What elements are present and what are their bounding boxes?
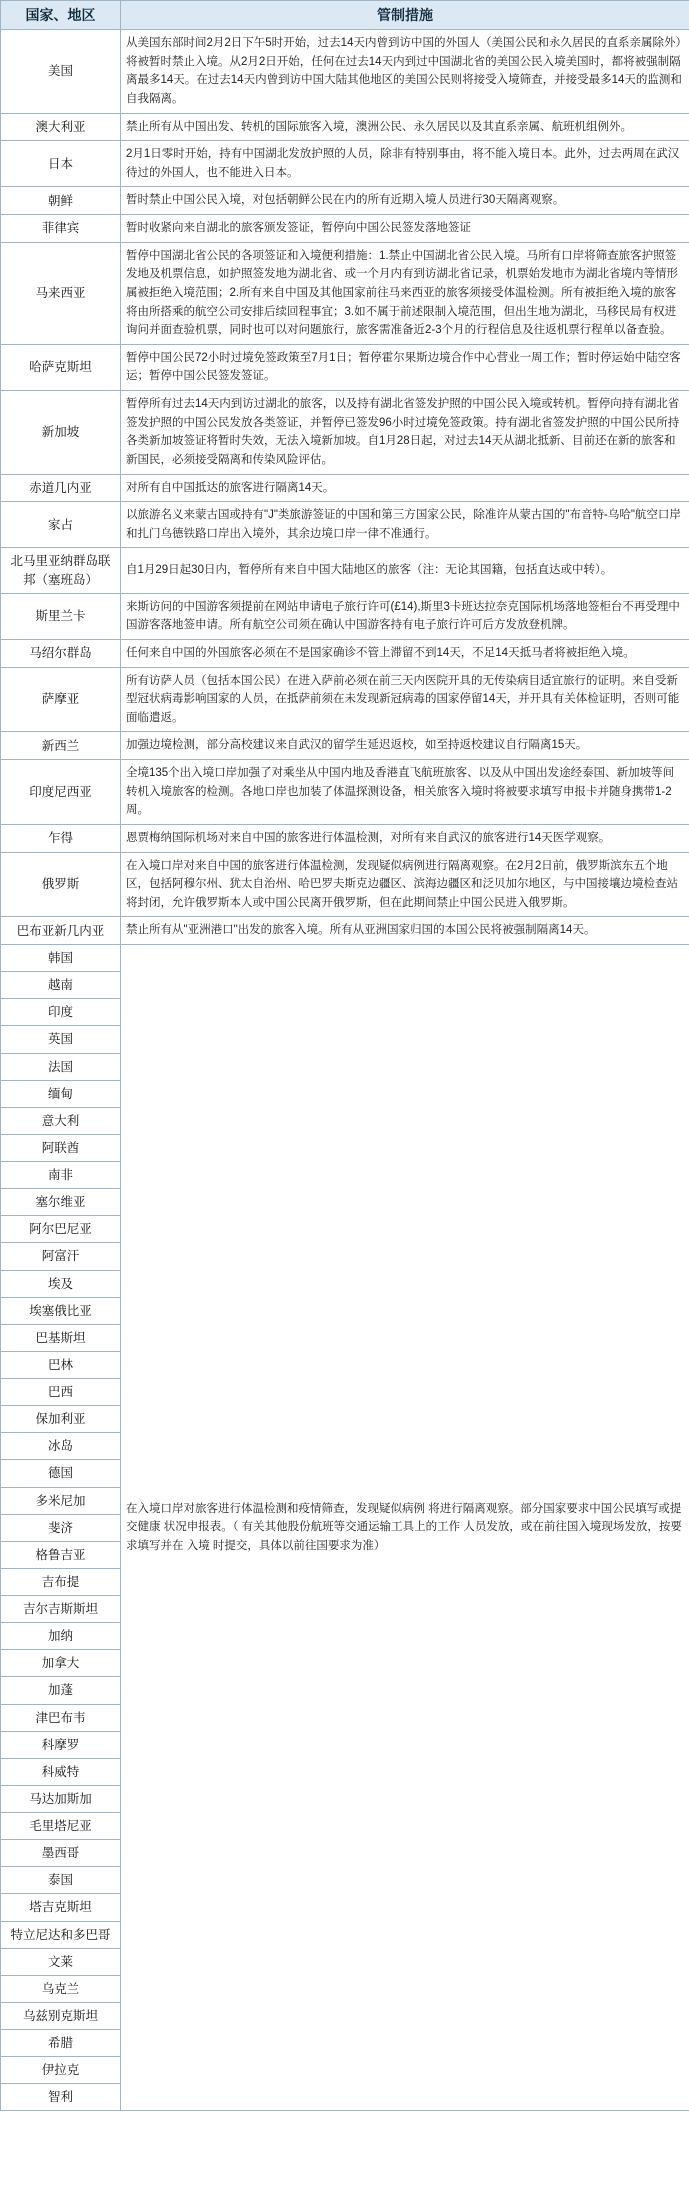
country-cell: 加蓬 (1, 1677, 121, 1704)
country-cell: 家占 (1, 502, 121, 548)
country-cell: 赤道几内亚 (1, 474, 121, 502)
country-cell: 新西兰 (1, 732, 121, 760)
country-cell: 日本 (1, 141, 121, 187)
table-row (1, 187, 689, 215)
country-cell: 保加利亚 (1, 1406, 121, 1433)
measure-cell: 以旅游名义来蒙古国或持有"J"类旅游签证的中国和第三方国家公民，除准许从蒙古国的"布音特-乌哈"航空口岸和扎门乌德铁路口岸出入境外，其余边境口岸一律不准通行。 (121, 502, 689, 548)
country-cell: 斐济 (1, 1514, 121, 1541)
measure-cell: 禁止所有从中国出发、转机的国际旅客入境，澳洲公民、永久居民以及其直系亲属、航班机组例外。 (121, 113, 689, 141)
measure-cell: 从美国东部时间2月2日下午5时开始，过去14天内曾到访中国的外国人（美国公民和永久居民的直系亲属除外）将被暂时禁止入境。从2月2日开始，任何在过去14天内到过中国湖北省的美国公民入境美国时，都将被强制隔离最多14天。在过去14天内曾到访中国大陆其他地区的美国公民则将接受入境筛查，并接受最多14天的监测和自我隔离。 (121, 30, 689, 114)
table-row (1, 824, 689, 852)
table-row (1, 215, 689, 243)
table-row (1, 242, 689, 344)
country-cell: 吉尔吉斯斯坦 (1, 1596, 121, 1623)
measure-cell: 恩贾梅纳国际机场对来自中国的旅客进行体温检测，对所有来自武汉的旅客进行14天医学观察。 (121, 824, 689, 852)
country-cell: 法国 (1, 1053, 121, 1080)
country-cell: 埃及 (1, 1270, 121, 1297)
country-cell: 美国 (1, 30, 121, 114)
country-cell: 阿富汗 (1, 1243, 121, 1270)
country-cell: 俄罗斯 (1, 852, 121, 917)
table-row (1, 391, 689, 475)
country-cell: 科摩罗 (1, 1731, 121, 1758)
country-cell: 格鲁吉亚 (1, 1541, 121, 1568)
country-cell: 塔吉克斯坦 (1, 1894, 121, 1921)
table-row (1, 502, 689, 548)
country-cell: 希腊 (1, 2030, 121, 2057)
table-header (1, 1, 689, 30)
country-cell: 阿联酋 (1, 1134, 121, 1161)
country-cell: 印度尼西亚 (1, 760, 121, 825)
country-cell: 埃塞俄比亚 (1, 1297, 121, 1324)
table-row (1, 917, 689, 945)
measure-cell: 暂停中国公民72小时过境免签政策至7月1日；暂停霍尔果斯边境合作中心营业一周工作；暂时停运始中陆空客运；暂停中国公民签发签证。 (121, 344, 689, 390)
table-row (1, 548, 689, 593)
country-cell: 萨摩亚 (1, 667, 121, 732)
table-row (1, 852, 689, 917)
country-cell: 智利 (1, 2084, 121, 2111)
country-cell: 德国 (1, 1460, 121, 1487)
table-row (1, 760, 689, 825)
country-cell: 乌兹别克斯坦 (1, 2002, 121, 2029)
country-cell: 巴林 (1, 1351, 121, 1378)
country-cell: 马来西亚 (1, 242, 121, 344)
country-cell: 塞尔维亚 (1, 1189, 121, 1216)
table-row (1, 639, 689, 667)
country-cell: 意大利 (1, 1107, 121, 1134)
table-row (1, 113, 689, 141)
country-cell: 乍得 (1, 824, 121, 852)
measure-cell: 暂时收紧向来自湖北的旅客颁发签证，暂停向中国公民签发落地签证 (121, 215, 689, 243)
table-row (1, 474, 689, 502)
country-cell: 韩国 (1, 945, 121, 972)
country-cell: 阿尔巴尼亚 (1, 1216, 121, 1243)
table-body (1, 30, 689, 2111)
measure-cell: 2月1日零时开始，持有中国湖北发放护照的人员，除非有特别事由，将不能入境日本。此外，过去两周在武汉待过的外国人，也不能进入日本。 (121, 141, 689, 187)
country-cell: 文莱 (1, 1948, 121, 1975)
table-header-row (1, 1, 689, 30)
country-cell: 巴布亚新几内亚 (1, 917, 121, 945)
table-row (1, 30, 689, 114)
country-cell: 吉布提 (1, 1568, 121, 1595)
country-cell: 津巴布韦 (1, 1704, 121, 1731)
measure-cell: 任何来自中国的外国旅客必须在不是国家确诊不管上滞留不到14天，不足14天抵马者将被拒绝入境。 (121, 639, 689, 667)
table-row (1, 344, 689, 390)
measure-cell: 对所有自中国抵达的旅客进行隔离14天。 (121, 474, 689, 502)
country-cell: 斯里兰卡 (1, 593, 121, 639)
table-row (1, 732, 689, 760)
measure-cell: 加强边境检测，部分高校建议来自武汉的留学生延迟返校，如至持返校建议自行隔离15天。 (121, 732, 689, 760)
country-cell: 英国 (1, 1026, 121, 1053)
country-cell: 加纳 (1, 1623, 121, 1650)
country-cell: 北马里亚纳群岛联邦（塞班岛） (1, 548, 121, 593)
country-cell: 菲律宾 (1, 215, 121, 243)
country-cell: 特立尼达和多巴哥 (1, 1921, 121, 1948)
measure-cell: 自1月29日起30日内，暂停所有来自中国大陆地区的旅客（注：无论其国籍，包括直达或中转）。 (121, 548, 689, 593)
country-cell: 多米尼加 (1, 1487, 121, 1514)
country-cell: 伊拉克 (1, 2057, 121, 2084)
country-cell: 巴西 (1, 1379, 121, 1406)
country-cell: 马达加斯加 (1, 1785, 121, 1812)
country-cell: 泰国 (1, 1867, 121, 1894)
column-header-measure: 管制措施 (121, 1, 689, 30)
measure-cell: 禁止所有从"亚洲港口"出发的旅客入境。所有从亚洲国家归国的本国公民将被强制隔离14天。 (121, 917, 689, 945)
country-cell: 缅甸 (1, 1080, 121, 1107)
table-row (1, 945, 689, 972)
country-cell: 毛里塔尼亚 (1, 1813, 121, 1840)
country-cell: 巴基斯坦 (1, 1324, 121, 1351)
measure-cell: 来斯访问的中国游客须提前在网站申请电子旅行许可(£14),斯里3卡班达拉奈克国际机场落地签柜台不再受理中国游客落地签申请。所有航空公司须在确认中国游客持有电子旅行许可后方发放登机牌。 (121, 593, 689, 639)
country-cell: 印度 (1, 999, 121, 1026)
column-header-country: 国家、地区 (1, 1, 121, 30)
table-row (1, 141, 689, 187)
country-cell: 科威特 (1, 1758, 121, 1785)
table-row (1, 593, 689, 639)
country-cell: 南非 (1, 1162, 121, 1189)
measure-cell: 全境135个出入境口岸加强了对乘坐从中国内地及香港直飞航班旅客、以及从中国出发途经泰国、新加坡等间转机入境旅客的检测。各地口岸也加装了体温探测设备，相关旅客入境时将被要求填写申报卡并随身携带1-2周。 (121, 760, 689, 825)
country-cell: 朝鲜 (1, 187, 121, 215)
measure-cell: 所有访萨人员（包括本国公民）在进入萨前必须在前三天内医院开具的无传染病目适宜旅行的证明。来自受新型冠状病毒影响国家的人员，在抵萨前须在未发现新冠病毒的国家停留14天，并开具有关体检证明，否则可能面临遣返。 (121, 667, 689, 732)
country-cell: 越南 (1, 972, 121, 999)
country-cell: 澳大利亚 (1, 113, 121, 141)
country-cell: 冰岛 (1, 1433, 121, 1460)
country-cell: 哈萨克斯坦 (1, 344, 121, 390)
measure-cell: 暂时禁止中国公民入境，对包括朝鲜公民在内的所有近期入境人员进行30天隔离观察。 (121, 187, 689, 215)
measure-cell: 暂停中国湖北省公民的各项签证和入境便利措施：1.禁止中国湖北省公民入境。马所有口岸将筛查旅客护照签发地及机票信息，如护照签发地为湖北省、或一个月内有到访湖北省记录，机票始发地市为湖北省境内等情形属被拒绝入境范围；2.所有来自中国及其他国家前往马来西亚的旅客须接受体温检测。所有被拒绝入境的旅客将由所搭乘的航空公司安排后续回程事宜；3.如不属于前述限制入境范围，但出生地为湖北，马移民局有权进询问并面查验机票，同时也可以对问题旅行，旅客需准备近2-3个月的行程信息及往返机票行程单以备查验。 (121, 242, 689, 344)
measure-cell: 暂停所有过去14天内到访过湖北的旅客，以及持有湖北省签发护照的中国公民入境或转机。暂停向持有湖北省签发护照的中国公民发放各类签证，并暂停已签发96小时过境免签政策。持有湖北省签发护照的中国公民所持各类新加坡签证将暂时失效，无法入境新加坡。自1月28日起，对过去14天从湖北抵新、目前还在新的旅客和新国民，必须接受隔离和传染风险评估。 (121, 391, 689, 475)
country-cell: 墨西哥 (1, 1840, 121, 1867)
shared-measure-cell: 在入境口岸对旅客进行体温检测和疫情筛查，发现疑似病例 将进行隔离观察。部分国家要求中国公民填写或提交健康 状况申报表。（ 有关其他股份航班等交通运输工具上的工作 人员发放，或在前往国入境现场发放，按要求填写并在 入境 时提交，具体以前往国要求为准） (121, 945, 689, 2111)
country-cell: 乌克兰 (1, 1975, 121, 2002)
country-cell: 马绍尔群岛 (1, 639, 121, 667)
table-row (1, 667, 689, 732)
country-cell: 新加坡 (1, 391, 121, 475)
country-cell: 加拿大 (1, 1650, 121, 1677)
measure-cell: 在入境口岸对来自中国的旅客进行体温检测，发现疑似病例进行隔离观察。在2月2日前，俄罗斯滨东五个地区，包括阿穆尔州、犹太自治州、哈巴罗夫斯克边疆区、滨海边疆区和泛贝加尔地区，与中国接壤边境检查站将封闭，允许俄罗斯本人或中国公民离开俄罗斯，但在此期间禁止中国公民进入俄罗斯。 (121, 852, 689, 917)
